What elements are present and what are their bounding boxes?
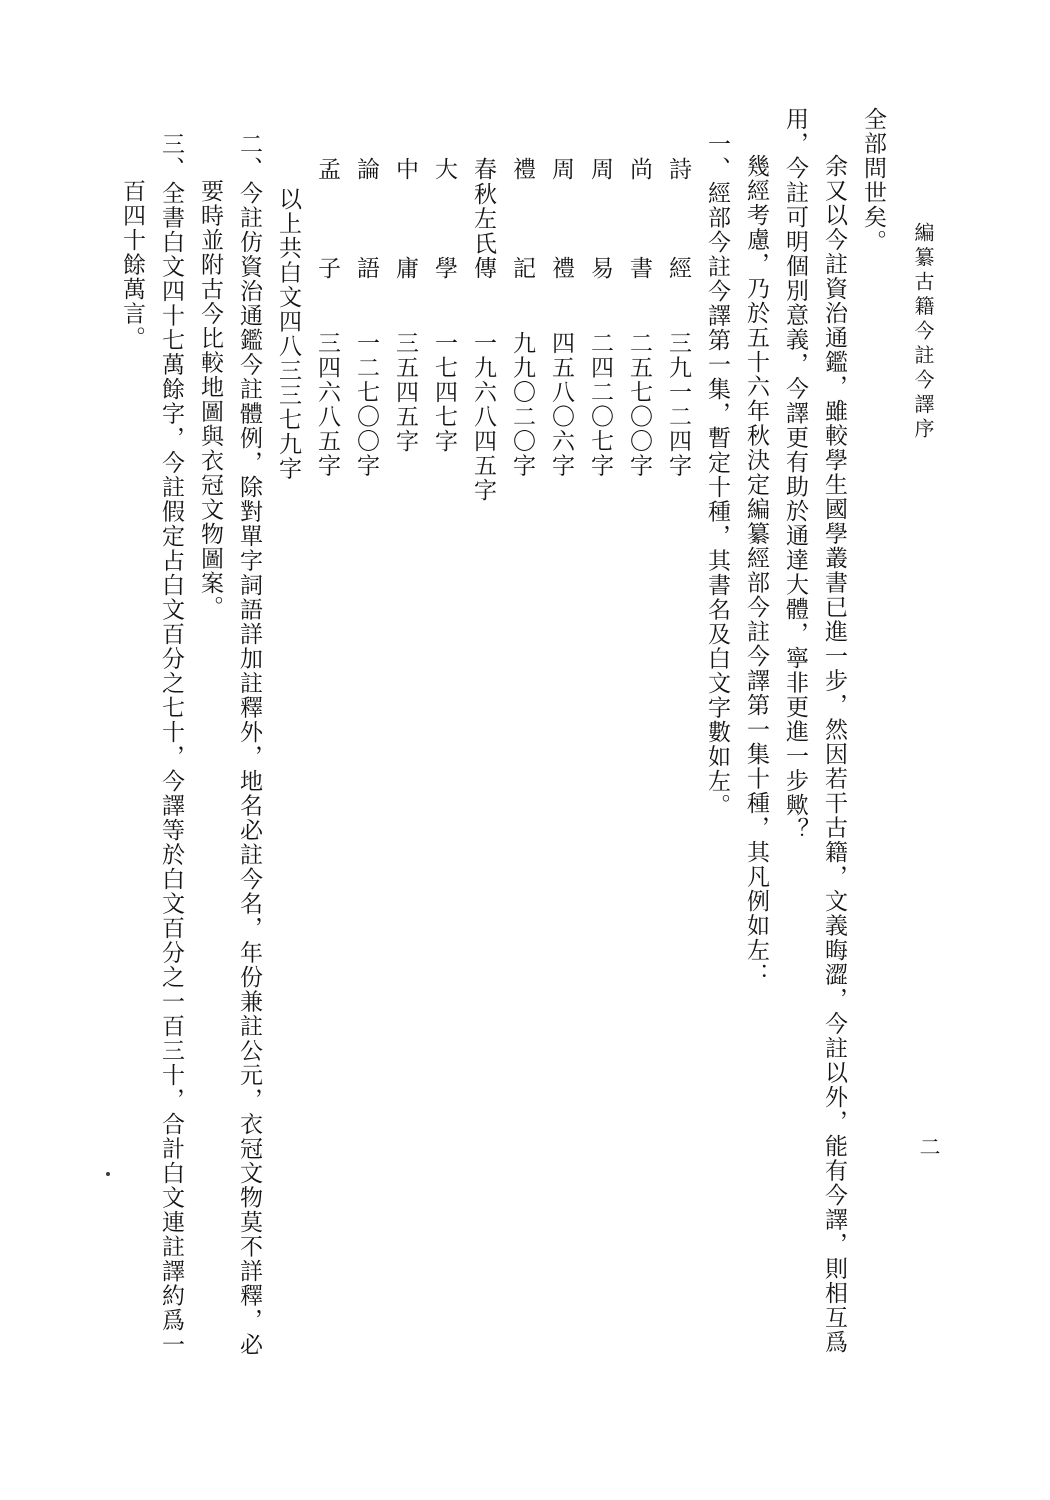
scan-speck — [106, 1172, 110, 1176]
book-name: 周易 — [587, 157, 613, 279]
book-count: 四五八〇六字 — [548, 331, 574, 478]
book-name: 尚書 — [626, 157, 652, 279]
book-entry — [424, 107, 463, 1367]
book-entry — [346, 107, 385, 1367]
text-line: 全部問世矣。 — [860, 107, 886, 254]
book-entry — [502, 107, 541, 1367]
book-name: 禮記 — [509, 157, 535, 279]
book-name: 春秋左氏傳 — [470, 157, 496, 279]
total-count-line: 以上共白文四八三三七九字 — [275, 187, 301, 481]
book-name: 周禮 — [548, 157, 574, 279]
book-count: 三五四五字 — [392, 331, 418, 454]
book-name: 中庸 — [392, 157, 418, 279]
page-number: 二 — [917, 1136, 941, 1157]
book-entry — [385, 107, 424, 1367]
book-count: 三九一二四字 — [665, 331, 691, 478]
book-name: 大學 — [431, 157, 457, 279]
book-count: 一九六八四五字 — [470, 331, 496, 503]
book-name: 詩經 — [665, 157, 691, 279]
text-line: 要時並附古今比較地圖與衣冠文物圖案。 — [197, 179, 223, 620]
running-title: 編纂古籍今註今譯序 — [911, 222, 935, 443]
book-entry — [658, 107, 697, 1367]
book-count: 一七四七字 — [431, 331, 457, 454]
text-line: 幾經考慮，乃於五十六年秋決定編纂經部今註今譯第一集十種，其凡例如左： — [743, 154, 769, 987]
book-name: 論語 — [353, 157, 379, 279]
book-entry — [307, 107, 346, 1367]
book-count: 九九〇二〇字 — [509, 331, 535, 478]
book-entry — [619, 107, 658, 1367]
book-entry — [580, 107, 619, 1367]
book-name: 孟子 — [314, 157, 340, 279]
book-count: 二五七〇〇字 — [626, 331, 652, 478]
book-entry — [463, 107, 502, 1367]
book-count: 一二七〇〇字 — [353, 331, 379, 478]
text-line: 百四十餘萬言。 — [119, 179, 145, 351]
list-item-line: 三、全書白文四十七萬餘字，今註假定占白文百分之七十，今譯等於白文百分之一百三十，合計白文連註譯約爲一 — [158, 132, 184, 1357]
book-count: 二四二〇七字 — [587, 331, 613, 478]
book-entry — [541, 107, 580, 1367]
list-item-line: 二、今註仿資治通鑑今註體例，除對單字詞語詳加註釋外，地名必註今名，年份兼註公元，衣冠文物莫不詳釋，必 — [236, 132, 262, 1357]
text-line: 余又以今註資治通鑑，雖較學生國學叢書已進一步，然因若干古籍，文義晦澀，今註以外，能有今譯，則相互爲 — [821, 154, 847, 1355]
text-line: 用，今註可明個別意義，今譯更有助於通達大體，寧非更進一步歟？ — [782, 107, 808, 842]
page-body — [112, 107, 892, 1367]
book-count: 三四六八五字 — [314, 331, 340, 478]
list-item-line: 一、經部今註今譯第一集，暫定十種，其書名及白文字數如左。 — [704, 132, 730, 818]
